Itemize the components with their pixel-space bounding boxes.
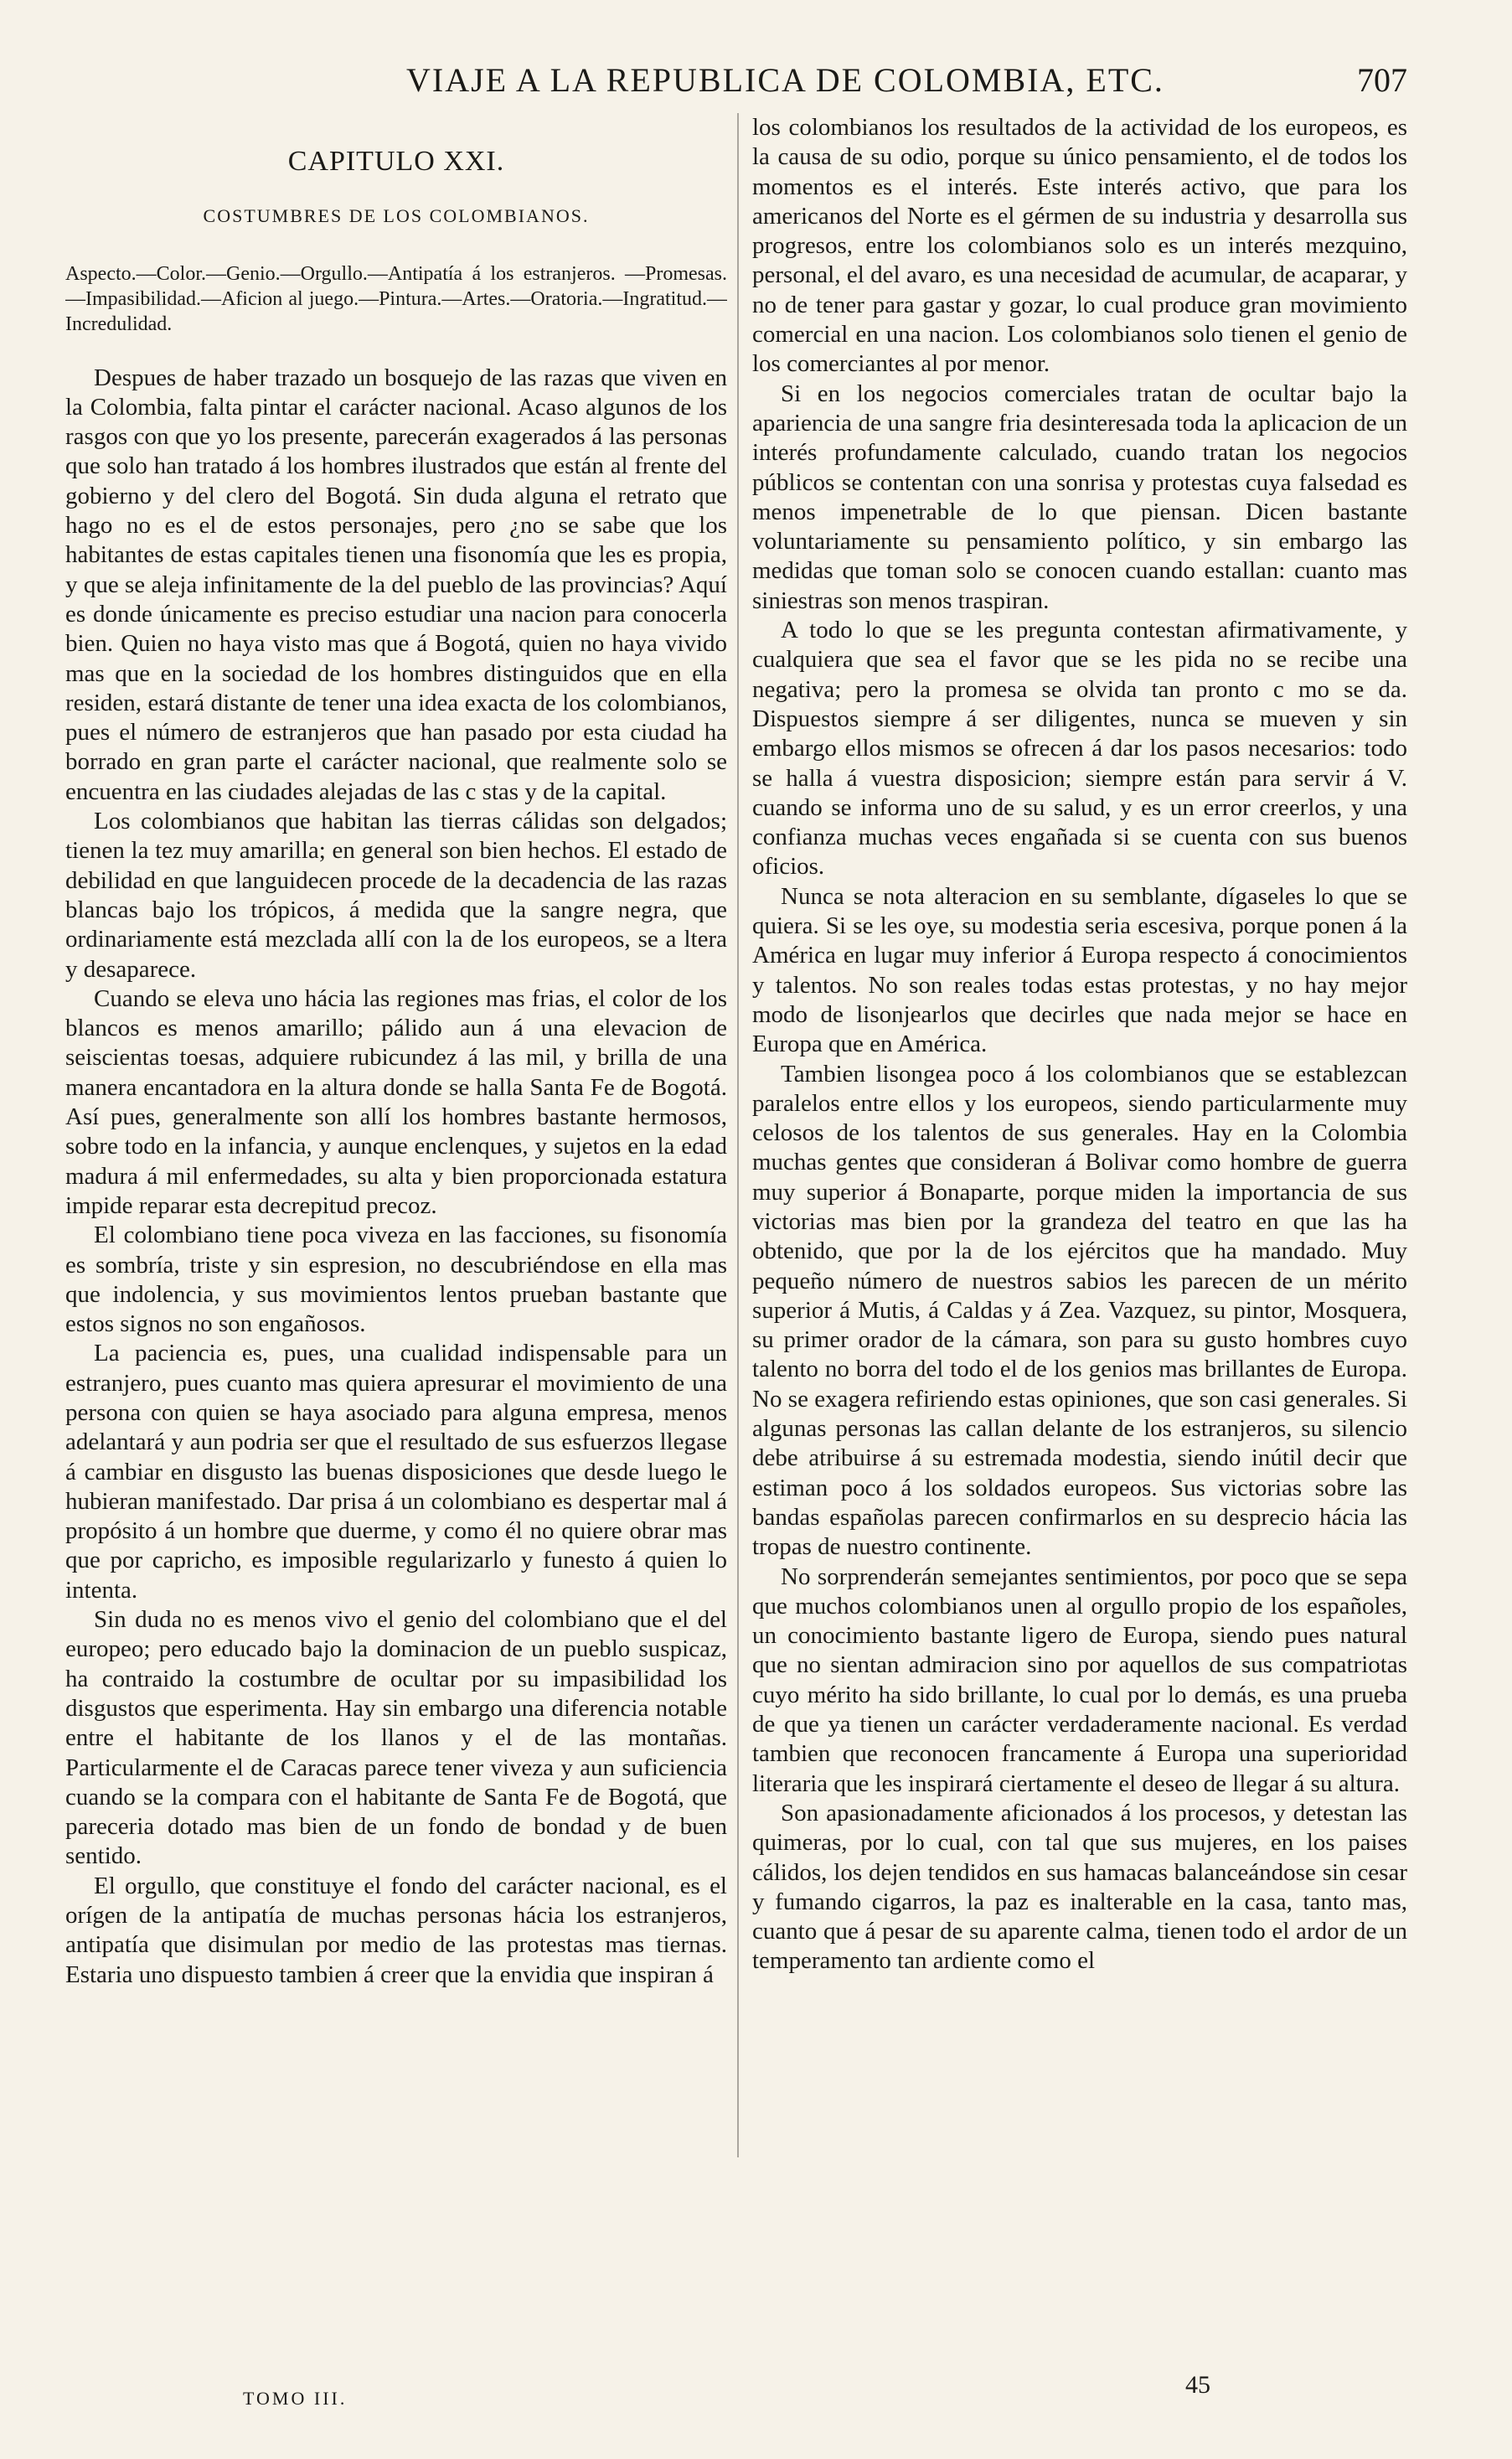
running-head [0,60,1512,102]
left-column [65,138,727,2384]
paragraph: La paciencia es, pues, una cualidad indispensable para un estranjero, pues cuanto mas quiera apresurar el movimiento de una persona con quien se haya asociado para alguna empresa, menos adelantará y aun podria ser que el resultado de sus esfuerzos llegase á cambiar en disgusto las buenas disposiciones que desde luego le hubieran manifestado. Dar prisa á un colombiano es despertar mal á propósito á un hombre que duerme, y como él no quiere obrar mas que por capricho, es imposible regularizarlo y funesto á quien lo intenta. [65,1340,727,1604]
paragraph: El colombiano tiene poca viveza en las facciones, su fisonomía es sombría, triste y sin espresion, no descubriéndose en ella mas que indolencia, y sus movimientos lentos prueban bastante que estos signos no son engañosos. [65,1222,727,1338]
paragraph: Despues de haber trazado un bosquejo de las razas que viven en la Colombia, falta pintar el carácter nacional. Acaso algunos de los rasgos con que yo los presente, parecerán exagerados á las personas que solo han tratado á los hombres ilustrados que están al frente del gobierno y del clero del Bogotá. Sin duda alguna el retrato que hago no es el de estos personajes, pero ¿no se sabe que los habitantes de estas capitales tienen una fisonomía que les es propia, y que se aleja infinitamente de la del pueblo de las provincias? Aquí es donde únicamente es preciso estudiar una nacion para conocerla bien. Quien no haya visto mas que á Bogotá, quien no haya vivido mas que en la sociedad de los hombres distinguidos que en ella residen, estará distante de tener una idea exacta de los colombianos, pues el número de estranjeros que han pasado por esta ciudad ha borrado en gran parte el carácter nacional, que realmente solo se encuentra en las ciudades alejadas de las c stas y de la capital. [65,364,727,805]
paragraph: Son apasionadamente aficionados á los procesos, y detestan las quimeras, por lo cual, con tal que sus mujeres, en los paises cálidos, los dejen tendidos en sus hamacas balanceándose sin cesar y fumando cigarros, la paz es inalterable en la casa, tanto mas, cuanto que á pesar de su aparente calma, tienen todo el ardor de un temperamento tan ardiente como el [752,1799,1407,1975]
paragraph-continued: los colombianos los resultados de la actividad de los europeos, es la causa de su odio, porque su único pensamiento, el de todos los momentos es el interés. Este interés activo, que para los americanos del Norte es el gérmen de su industria y desarrolla sus progresos, entre los colombianos solo es un interés mezquino, personal, el del avaro, es una necesidad de acumular, de acaparar, y no de tener para gastar y gozar, lo cual produce gran movimiento comercial en una nacion. Los colombianos solo tienen el genio de los comerciantes al por menor. [752,114,1407,378]
paragraph: A todo lo que se les pregunta contestan afirmativamente, y cualquiera que sea el favor que se les pida no se recibe una negativa; pero la promesa se olvida tan pronto c mo se da. Dispuestos siempre á ser diligentes, nunca se mueven y sin embargo ellos mismos se ofrecen á dar los pasos necesarios: todo se halla á vuestra disposicion; siempre están para servir á V. cuando se informa uno de su salud, y es un error creerlos, y una confianza muchas veces engañada si se cuenta con sus buenos oficios. [752,617,1407,881]
right-column [752,113,1407,2358]
paragraph: Los colombianos que habitan las tierras cálidas son delgados; tienen la tez muy amarilla; en general son bien hechos. El estado de debilidad en que languidecen procede de la decadencia de las razas blancas bajo los trópicos, á medida que la sangre negra, que ordinariamente está mezclada allí con la de los europeos, se a ltera y desaparece. [65,808,727,983]
chapter-summary: Aspecto.—Color.—Genio.—Orgullo.—Antipatía á los estranjeros. —Promesas.—Impasibilidad.—Aficion al juego.—Pintura.—Artes.—Oratoria.—Ingratitud.—Incredulidad. [65,262,727,335]
column-divider [737,113,739,2157]
page-number: 707 [1357,61,1407,99]
paragraph: No sorprenderán semejantes sentimientos, por poco que se sepa que muchos colombianos unen al orgullo propio de los españoles, un conocimiento bastante ligero de Europa, siendo pues natural que no sientan admiracion sino por aquellos de sus compatriotas cuyo mérito ha sido brillante, lo cual por lo demás, es una prueba de que ya tienen un carácter verdaderamente nacional. Es verdad tambien que reconocen francamente á Europa una superioridad literaria que les inspirará ciertamente el deseo de llegar á su altura. [752,1563,1407,1797]
volume-label: TOMO III. [243,2388,348,2409]
running-title: VIAJE A LA REPUBLICA DE COLOMBIA, ETC. [406,61,1164,99]
paragraph: Sin duda no es menos vivo el genio del colombiano que el del europeo; pero educado bajo la dominacion de un pueblo suspicaz, ha contraido la costumbre de ocultar por su impasibilidad los disgustos que esperimenta. Hay sin embargo una diferencia notable entre el habitante de los llanos y el de las montañas. Particularmente el de Caracas parece tener viveza y aun suficiencia cuando se la compara con el habitante de Santa Fe de Bogotá, que pareceria dotado mas bien de un fondo de bondad y de buen sentido. [65,1606,727,1870]
chapter-subtitle: COSTUMBRES DE LOS COLOMBIANOS. [203,205,590,227]
paragraph: El orgullo, que constituye el fondo del carácter nacional, es el orígen de la antipatía de muchas personas hácia los estranjeros, antipatía que disimulan por medio de las protestas mas tiernas. Estaria uno dispuesto tambien á creer que la envidia que inspiran á [65,1872,727,1988]
paragraph: Cuando se eleva uno hácia las regiones mas frias, el color de los blancos es menos amarillo; pálido aun á una elevacion de seiscientas toesas, adquiere rubicundez á las mil, y brilla de una manera encantadora en la altura donde se halla Santa Fe de Bogotá. Así pues, generalmente son allí los hombres bastante hermosos, sobre todo en la infancia, y aunque enclenques, y sujetos en la edad madura á mil enfermedades, su alta y bien proporcionada estatura impide reparar esta decrepitud precoz. [65,984,727,1219]
signature-mark: 45 [1185,2371,1210,2399]
paragraph: Tambien lisongea poco á los colombianos que se establezcan paralelos entre ellos y los europeos, siendo particularmente muy celosos de los talentos de sus generales. Hay en la Colombia muchas gentes que consideran á Bolivar como hombre de guerra muy superior á Bonaparte, porque miden la importancia de sus victorias mas bien por la grandeza del teatro en que las ha obtenido, que por la de los ejércitos que ha mandado. Muy pequeño número de nuestros sabios les parecen de un mérito superior á Mutis, á Caldas y á Zea. Vazquez, su pintor, Mosquera, su primer orador de la cámara, son para su gusto hombres cuyo talento no borra del todo el de los genios mas brillantes de Europa. No se exagera refiriendo estas opiniones, que son casi generales. Si algunas personas las callan delante de los estranjeros, su silencio debe atribuirse á su estremada modestia, siendo inútil decir que estiman poco á los soldados europeos. Sus victorias sobre las bandas españolas parecen confirmarlos en su desprecio hácia las tropas de nuestro continente. [752,1060,1407,1561]
chapter-title: CAPITULO XXI. [287,146,505,177]
paragraph: Si en los negocios comerciales tratan de ocultar bajo la apariencia de una sangre fria desinteresada toda la aplicacion de un interés profundamente calculado, cuando tratan los negocios públicos se contentan con una sonrisa y protestas cuya falsedad es menos impenetrable de lo que piensan. Dicen bastante voluntariamente su pensamiento político, y sin embargo las medidas que toman solo se conocen cuando estallan: cuanto mas siniestras son menos traspiran. [752,380,1407,614]
paragraph: Nunca se nota alteracion en su semblante, dígaseles lo que se quiera. Si se les oye, su modestia seria escesiva, porque ponen á la América en lugar muy inferior á Europa respecto á conocimientos y talentos. No son reales todas estas protestas, y no hay mejor modo de lisonjearlos que decirles que nada mejor se hace en Europa que en América. [752,882,1407,1058]
